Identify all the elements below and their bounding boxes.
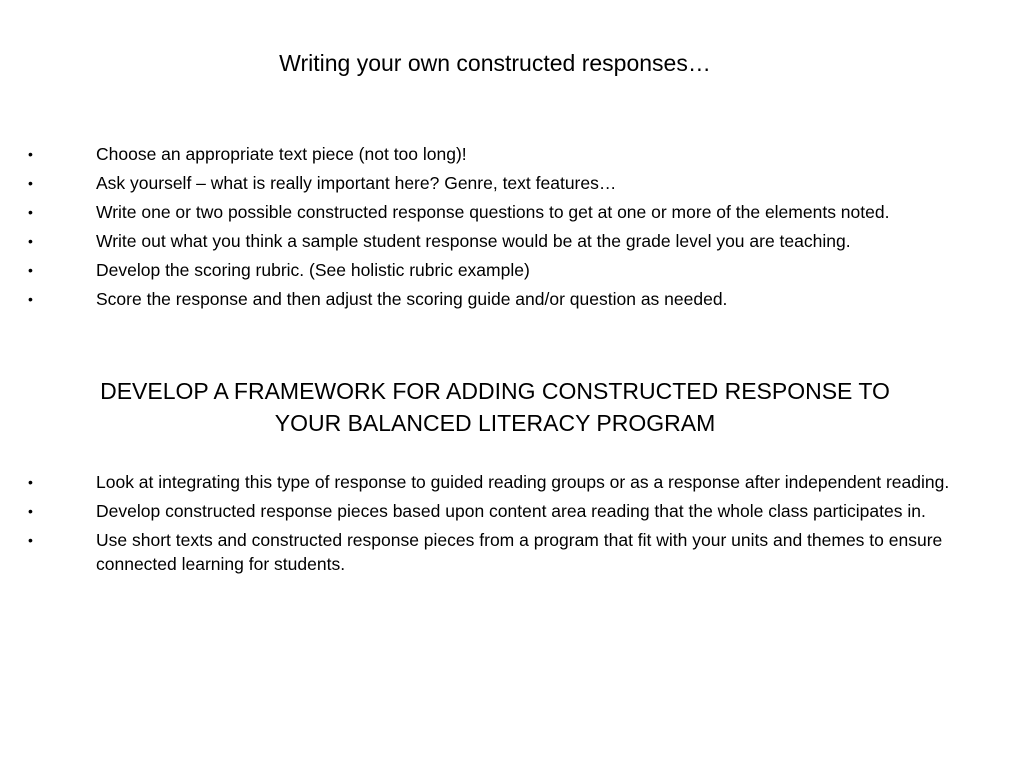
framework-text: Develop constructed response pieces based upon content area reading that the whole class participates in.: [96, 501, 926, 521]
bullet-icon: •: [28, 291, 33, 307]
bullet-icon: •: [28, 262, 33, 278]
step-text: Write out what you think a sample student response would be at the grade level you are teaching.: [96, 231, 851, 251]
list-item: [0, 258, 1000, 282]
step-text: Develop the scoring rubric. (See holistic rubric example): [96, 260, 530, 280]
framework-text: Use short texts and constructed response pieces from a program that fit with your units and themes to ensure connected learning for students.: [96, 530, 943, 574]
list-item: [0, 142, 1000, 166]
list-item: [0, 499, 1000, 523]
step-text: Ask yourself – what is really important here? Genre, text features…: [96, 173, 617, 193]
bullet-icon: •: [28, 233, 33, 249]
step-text: Write one or two possible constructed response questions to get at one or more of the elements noted.: [96, 202, 890, 222]
bullet-icon: •: [28, 204, 33, 220]
list-item: [0, 528, 1000, 576]
bullet-icon: •: [28, 146, 33, 162]
framework-heading-line: DEVELOP A FRAMEWORK FOR ADDING CONSTRUCTED RESPONSE TO: [100, 378, 890, 404]
bullet-icon: •: [28, 175, 33, 191]
list-item: [0, 171, 1000, 195]
step-text: Choose an appropriate text piece (not too long)!: [96, 144, 467, 164]
list-item: [0, 229, 1000, 253]
bullet-icon: •: [28, 474, 33, 490]
list-item: [0, 470, 1000, 494]
bullet-icon: •: [28, 532, 33, 548]
framework-heading-line: YOUR BALANCED LITERACY PROGRAM: [274, 410, 716, 436]
framework-text: Look at integrating this type of response to guided reading groups or as a response after independent reading.: [96, 472, 950, 492]
framework-list: [0, 470, 1000, 581]
step-text: Score the response and then adjust the scoring guide and/or question as needed.: [96, 289, 728, 309]
slide-title: Writing your own constructed responses…: [279, 50, 711, 76]
steps-list: [0, 142, 1000, 316]
framework-heading: [0, 375, 990, 439]
list-item: [0, 287, 1000, 311]
list-item: [0, 200, 1000, 224]
bullet-icon: •: [28, 503, 33, 519]
